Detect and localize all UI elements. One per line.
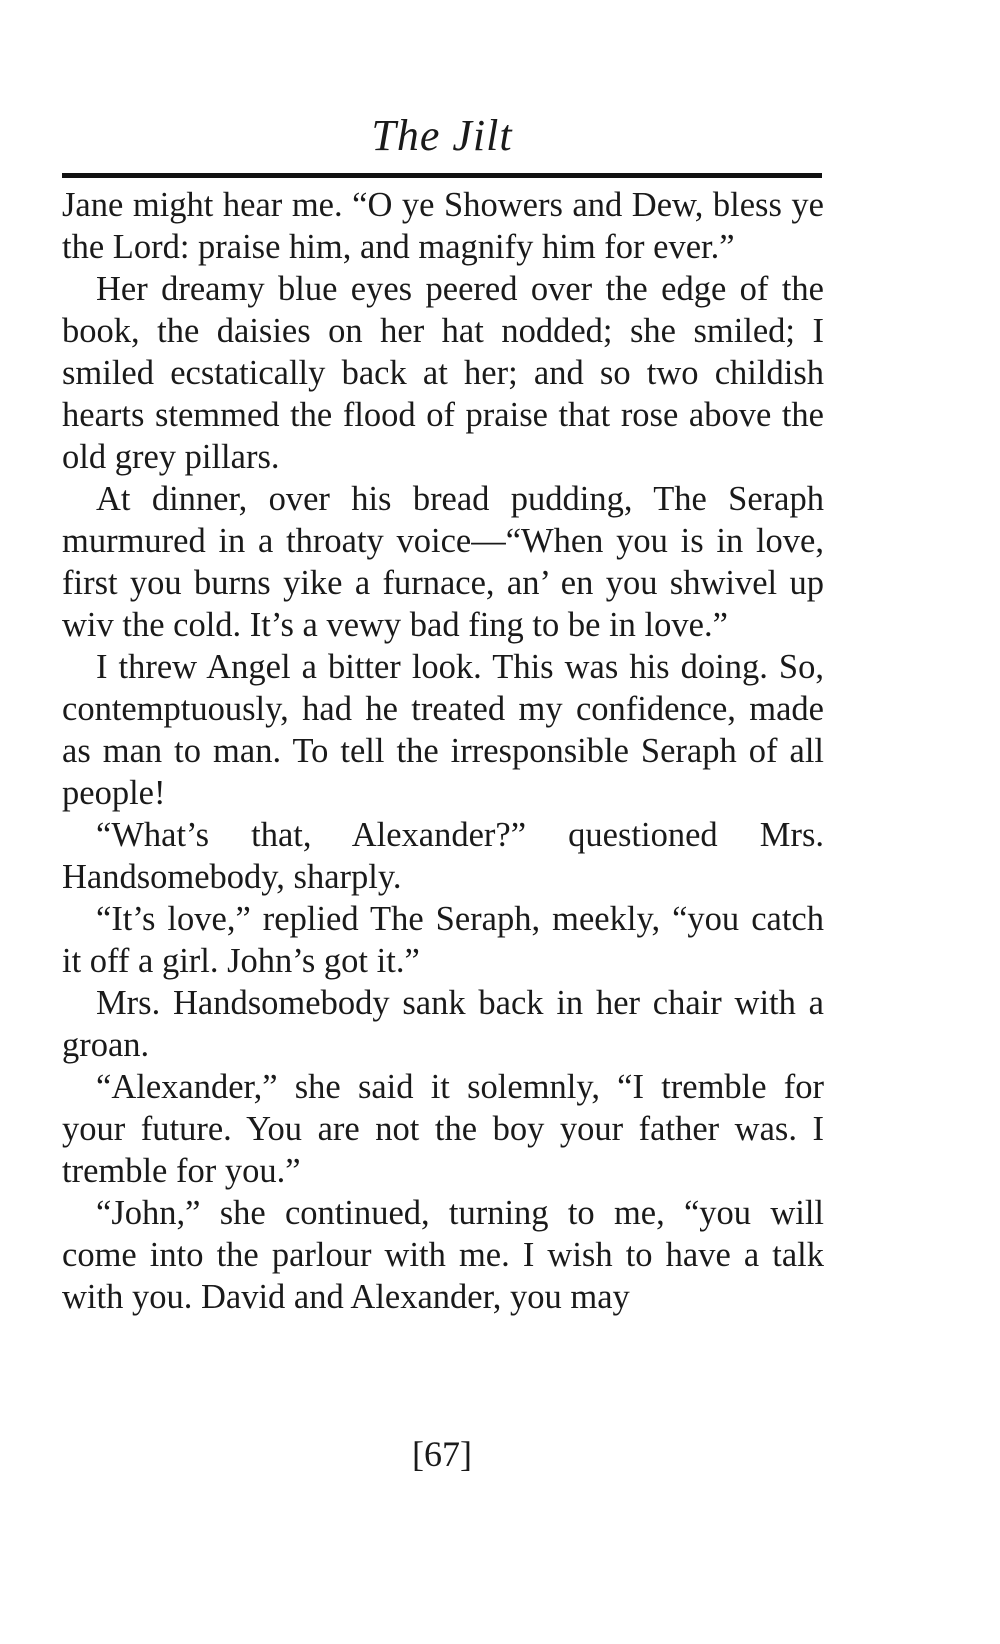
- paragraph-2: Her dreamy blue eyes peered over the edge of the book, the daisies on her hat nodded; she smiled; I smiled ecstatically back at her; and so two childish hearts stemmed the flood of praise that rose above the old grey pillars.: [62, 270, 824, 476]
- paragraph-3: At dinner, over his bread pudding, The Seraph murmured in a throaty voice—“When you is in love, first you burns yike a furnace, an’ en you shwivel up wiv the cold. It’s a vewy bad fing to be in love.”: [62, 480, 824, 644]
- paragraph-7: Mrs. Handsomebody sank back in her chair with a groan.: [62, 984, 824, 1064]
- page-number: [67]: [412, 1434, 472, 1474]
- paragraph-6: “It’s love,” replied The Seraph, meekly, “you catch it off a girl. John’s got it.”: [62, 900, 824, 980]
- paragraph-9: “John,” she continued, turning to me, “you will come into the parlour with me. I wish to have a talk with you. David and Alexander, you may: [62, 1194, 824, 1316]
- paragraph-8: “Alexander,” she said it solemnly, “I tremble for your future. You are not the boy your father was. I tremble for you.”: [62, 1068, 824, 1190]
- paragraph-4: I threw Angel a bitter look. This was his doing. So, contemptuously, had he treated my confidence, made as man to man. To tell the irresponsible Seraph of all people!: [62, 648, 824, 812]
- header-rule: [62, 173, 822, 178]
- paragraph-5: “What’s that, Alexander?” questioned Mrs. Handsomebody, sharply.: [62, 816, 824, 896]
- running-title: The Jilt: [371, 111, 513, 160]
- paragraph-1: Jane might hear me. “O ye Showers and Dew, bless ye the Lord: praise him, and magnify him for ever.”: [62, 186, 824, 266]
- body-text: [62, 184, 824, 1318]
